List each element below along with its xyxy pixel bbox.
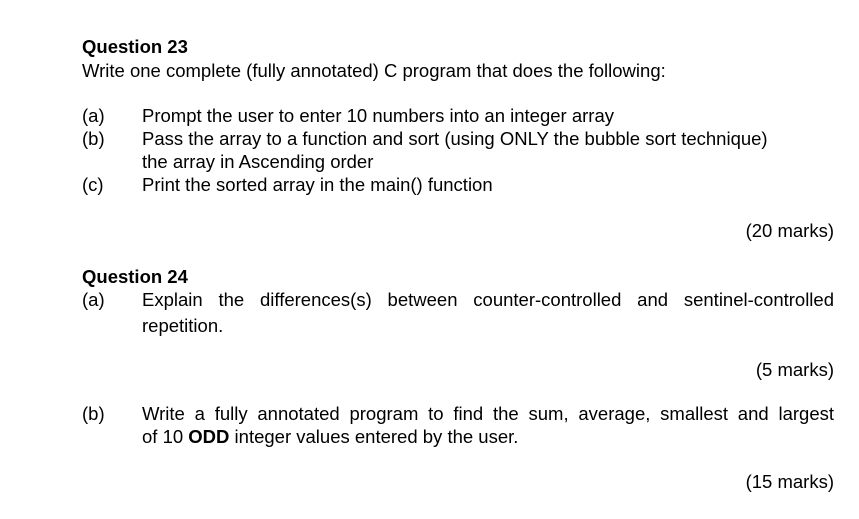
q23-item-b-label: (b) [82, 128, 105, 149]
q24-part-a-marks: (5 marks) [755, 359, 834, 380]
q24-part-a-label: (a) [82, 289, 105, 310]
q24-part-b-text-pre: of 10 [142, 426, 189, 447]
q23-item-c-label: (c) [82, 174, 104, 195]
q24-part-b-text-post: integer values entered by the user. [229, 426, 519, 447]
question-24-heading: Question 24 [82, 266, 188, 287]
q24-part-b-odd-emphasis: ODD [188, 426, 230, 447]
q24-part-b-text-line1: Write a fully annotated program to find the sum, average, smallest and largest [142, 403, 834, 424]
q23-item-b-text-line2: the array in Ascending order [142, 151, 374, 172]
q24-part-a-text-line1: Explain the differences(s) between counter-controlled and sentinel-controlled [142, 289, 834, 310]
q24-part-b-label: (b) [82, 403, 105, 424]
q23-item-a-label: (a) [82, 105, 105, 126]
q24-part-b-marks: (15 marks) [745, 471, 834, 492]
q24-part-b-text-line2 [142, 426, 518, 448]
q23-marks: (20 marks) [745, 220, 834, 241]
question-23-heading: Question 23 [82, 36, 188, 57]
q23-item-b-text-line1: Pass the array to a function and sort (using ONLY the bubble sort technique) [142, 128, 768, 149]
q23-item-a-text: Prompt the user to enter 10 numbers into an integer array [142, 105, 615, 126]
q24-part-a-text-line2: repetition. [142, 315, 224, 336]
q23-item-c-text: Print the sorted array in the main() function [142, 174, 493, 195]
question-23-intro: Write one complete (fully annotated) C program that does the following: [82, 60, 666, 81]
